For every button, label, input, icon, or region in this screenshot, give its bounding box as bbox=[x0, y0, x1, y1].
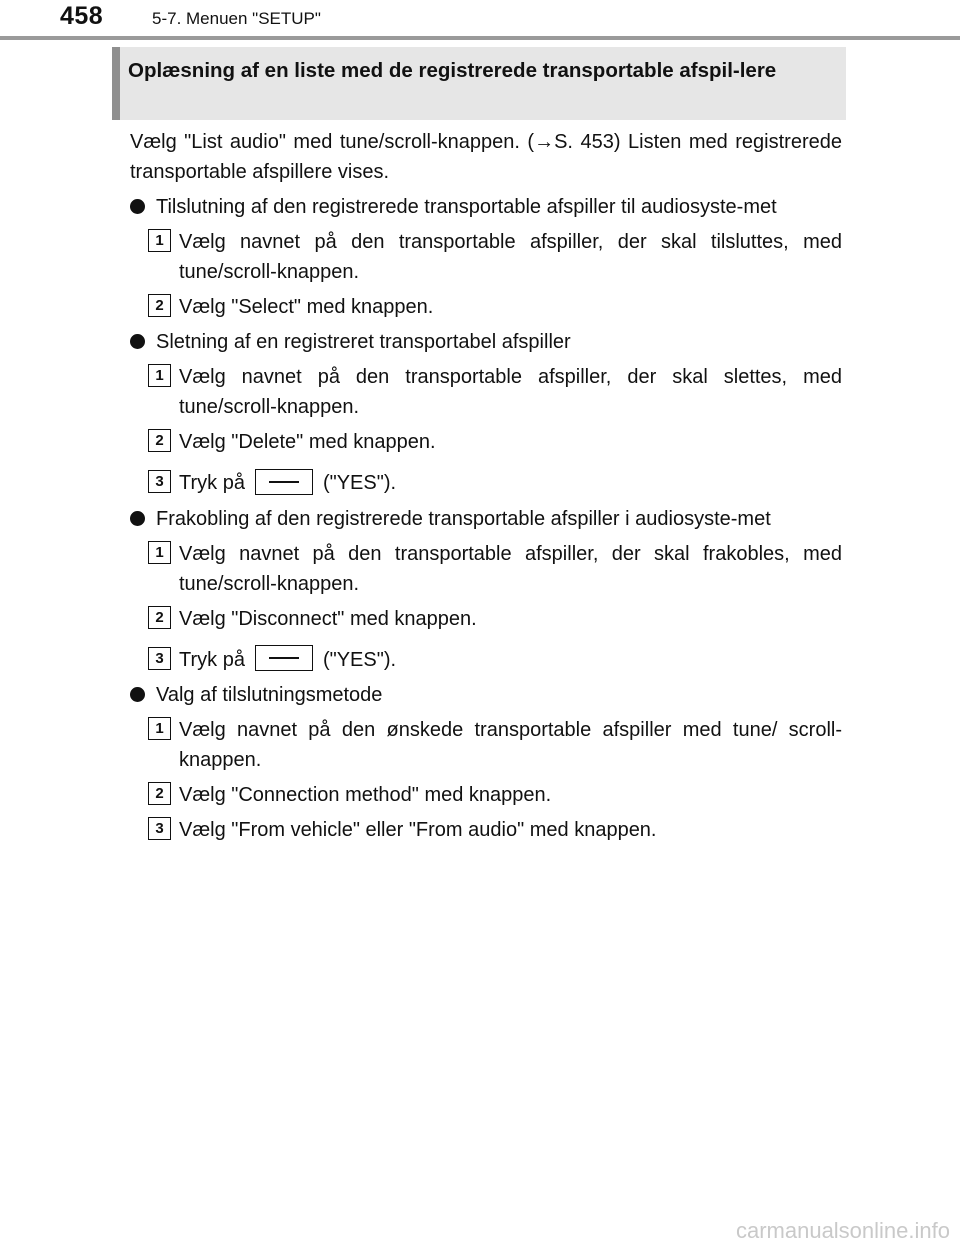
step-number-badge: 1 bbox=[148, 229, 171, 252]
dash-icon bbox=[269, 481, 299, 483]
bullet-item bbox=[130, 327, 842, 357]
section-heading-bar bbox=[112, 47, 120, 120]
step-number-badge: 1 bbox=[148, 541, 171, 564]
step-item bbox=[130, 780, 842, 810]
bullet-text: Frakobling af den registrerede transportable afspiller i audiosyste-met bbox=[156, 507, 771, 530]
section-heading-box bbox=[112, 47, 846, 120]
step-number-badge: 3 bbox=[148, 470, 171, 493]
step-text: Vælg navnet på den transportable afspiller, der skal frakobles, med tune/scroll-knappen. bbox=[179, 542, 842, 595]
step-text-prefix: Tryk på bbox=[179, 648, 245, 671]
bullet-dot-icon bbox=[130, 687, 145, 702]
step-item bbox=[130, 645, 842, 676]
bullet-item bbox=[130, 192, 842, 222]
intro-paragraph: Vælg "List audio" med tune/scroll-knappen. (→S. 453) Listen med registrerede transportable afspillere vises. bbox=[130, 131, 842, 183]
step-text: Vælg "Select" med knappen. bbox=[179, 296, 434, 318]
screen-button-icon bbox=[255, 469, 313, 495]
bullet-item bbox=[130, 504, 842, 534]
bullet-dot-icon bbox=[130, 511, 145, 526]
step-text: Vælg navnet på den transportable afspiller, der skal tilsluttes, med tune/scroll-knappen. bbox=[179, 231, 842, 283]
step-text-prefix: Tryk på bbox=[179, 472, 245, 494]
step-number-badge: 2 bbox=[148, 606, 171, 629]
step-text: Vælg "Disconnect" med knappen. bbox=[179, 607, 477, 630]
step-text: Vælg "From vehicle" eller "From audio" med knappen. bbox=[179, 819, 657, 842]
watermark: carmanualsonline.info bbox=[735, 1218, 950, 1243]
step-number-badge: 2 bbox=[148, 429, 171, 452]
step-item bbox=[130, 604, 842, 634]
bullet-text: Sletning af en registreret transportabel afspiller bbox=[156, 331, 571, 353]
step-item bbox=[130, 715, 842, 775]
step-number-badge: 2 bbox=[148, 294, 171, 317]
step-number-badge: 3 bbox=[148, 817, 171, 840]
step-text: Vælg navnet på den ønskede transportable afspiller med tune/ scroll-knappen. bbox=[179, 719, 842, 772]
bullet-text: Tilslutning af den registrerede transportable afspiller til audiosyste-met bbox=[156, 196, 777, 218]
step-item bbox=[130, 427, 842, 457]
header-divider bbox=[0, 36, 960, 40]
step-text: Vælg "Connection method" med knappen. bbox=[179, 784, 552, 807]
step-item bbox=[130, 815, 842, 845]
step-text-suffix: ("YES"). bbox=[322, 472, 397, 494]
page-number: 458 bbox=[60, 2, 104, 30]
bullet-item bbox=[130, 680, 842, 710]
bullet-dot-icon bbox=[130, 334, 145, 349]
step-text: Vælg "Delete" med knappen. bbox=[179, 431, 436, 453]
step-item bbox=[130, 292, 842, 322]
step-item bbox=[130, 468, 842, 499]
dash-icon bbox=[269, 657, 299, 659]
step-number-badge: 1 bbox=[148, 364, 171, 387]
screen-button-icon bbox=[255, 645, 313, 671]
step-number-badge: 1 bbox=[148, 717, 171, 740]
step-item bbox=[130, 362, 842, 422]
step-item bbox=[130, 227, 842, 287]
step-number-badge: 2 bbox=[148, 782, 171, 805]
step-item bbox=[130, 539, 842, 599]
step-text: Vælg navnet på den transportable afspiller, der skal slettes, med tune/scroll-knappen. bbox=[179, 366, 842, 418]
bullet-text: Valg af tilslutningsmetode bbox=[156, 684, 383, 707]
section-heading: Oplæsning af en liste med de registrerede transportable afspil-lere bbox=[128, 59, 777, 82]
step-text-suffix: ("YES"). bbox=[322, 648, 397, 671]
chapter-title: 5-7. Menuen "SETUP" bbox=[152, 9, 321, 28]
content-body bbox=[130, 127, 842, 850]
step-number-badge: 3 bbox=[148, 647, 171, 670]
bullet-dot-icon bbox=[130, 199, 145, 214]
